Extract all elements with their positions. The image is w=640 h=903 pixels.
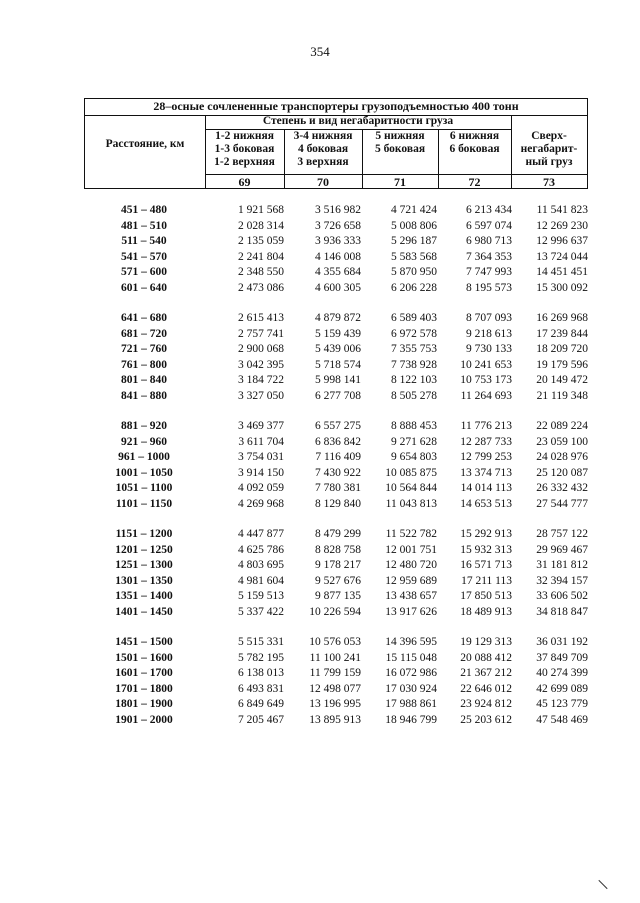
cell-value: 7 430 922 <box>315 466 361 479</box>
distance-range: 571 – 600 <box>121 266 167 278</box>
cell-value: 6 138 013 <box>238 667 284 679</box>
distance-range: 1501 – 1600 <box>115 651 173 664</box>
cell-value: 20 088 412 <box>460 651 512 664</box>
column-code: 72 <box>468 175 481 189</box>
table-row <box>84 282 588 298</box>
cell-value: 5 583 568 <box>391 250 437 263</box>
row-group <box>84 420 588 513</box>
cell-value: 1 921 568 <box>238 204 284 216</box>
cell-value: 4 269 968 <box>238 497 284 510</box>
cell-value: 3 726 658 <box>315 219 361 232</box>
cell-value: 15 932 313 <box>460 543 512 556</box>
cell-value: 23 059 100 <box>536 435 588 448</box>
table-row <box>84 559 588 575</box>
table-row <box>84 312 588 328</box>
cell-value: 6 277 708 <box>315 389 361 402</box>
cell-value: 4 803 695 <box>238 559 284 571</box>
distance-range: 1601 – 1700 <box>115 667 173 679</box>
cell-value: 9 730 133 <box>466 343 512 355</box>
distance-range: 1401 – 1450 <box>115 605 173 618</box>
cell-value: 11 264 693 <box>460 389 512 402</box>
cell-value: 17 988 861 <box>385 698 437 710</box>
cell-value: 13 895 913 <box>309 713 361 726</box>
distance-range: 1251 – 1300 <box>115 559 173 571</box>
cell-value: 8 828 758 <box>315 543 361 556</box>
cell-value: 21 367 212 <box>460 667 512 679</box>
table-row <box>84 467 588 483</box>
distance-range: 1901 – 2000 <box>115 713 173 726</box>
column-code: 69 <box>238 175 251 189</box>
distance-range: 1351 – 1400 <box>115 590 173 602</box>
distance-range: 1451 – 1500 <box>115 636 173 648</box>
group-header: Степень и вид негабаритности груза <box>262 115 454 127</box>
table-row <box>84 328 588 344</box>
cell-value: 29 969 467 <box>536 543 588 556</box>
cell-value: 4 879 872 <box>315 312 361 324</box>
cell-value: 5 008 806 <box>391 219 437 232</box>
cell-value: 7 364 353 <box>466 250 512 263</box>
cell-value: 26 332 432 <box>536 482 588 494</box>
cell-value: 25 120 087 <box>536 466 588 479</box>
cell-value: 11 100 241 <box>309 651 361 664</box>
cell-value: 2 615 413 <box>238 312 284 324</box>
cell-value: 32 394 157 <box>536 574 588 587</box>
page-number: 354 <box>310 44 330 59</box>
cell-value: 4 447 877 <box>238 528 284 540</box>
cell-value: 8 888 453 <box>391 420 437 432</box>
column-header-69: 1-2 нижняя 1-3 боковая 1-2 верхняя <box>214 130 275 168</box>
cell-value: 2 757 741 <box>238 327 284 340</box>
cell-value: 6 557 275 <box>315 420 361 432</box>
cell-value: 3 184 722 <box>238 374 284 386</box>
cell-value: 17 030 924 <box>385 682 437 695</box>
cell-value: 10 241 653 <box>460 358 512 371</box>
cell-value: 7 116 409 <box>315 451 361 463</box>
cell-value: 10 564 844 <box>385 482 437 494</box>
cell-value: 5 296 187 <box>391 235 437 247</box>
cell-value: 33 606 502 <box>536 590 588 602</box>
cell-value: 14 014 113 <box>460 482 512 494</box>
cell-value: 7 355 753 <box>391 343 437 355</box>
table-row <box>84 204 588 220</box>
cell-value: 6 493 831 <box>238 682 284 695</box>
distance-range: 481 – 510 <box>121 219 167 232</box>
cell-value: 5 998 141 <box>315 374 361 386</box>
table-row <box>84 498 588 514</box>
cell-value: 16 072 986 <box>385 667 437 679</box>
distance-range: 541 – 570 <box>121 250 167 263</box>
table-header <box>84 98 588 189</box>
cell-value: 3 611 704 <box>238 435 284 448</box>
cell-value: 11 541 823 <box>536 204 588 216</box>
cell-value: 36 031 192 <box>536 636 588 648</box>
table-row <box>84 220 588 236</box>
cell-value: 34 818 847 <box>536 605 588 618</box>
cell-value: 4 092 059 <box>238 482 284 494</box>
table-row <box>84 420 588 436</box>
cell-value: 17 211 113 <box>461 574 512 587</box>
table-row <box>84 652 588 668</box>
cell-value: 7 780 381 <box>315 482 361 494</box>
table-row <box>84 528 588 544</box>
distance-range: 761 – 800 <box>121 358 167 371</box>
cell-value: 8 505 278 <box>391 389 437 402</box>
cell-value: 15 300 092 <box>536 281 588 294</box>
distance-range: 1201 – 1250 <box>115 543 173 556</box>
cell-value: 5 159 513 <box>238 590 284 602</box>
cell-value: 7 738 928 <box>391 358 437 371</box>
cell-value: 19 129 313 <box>460 636 512 648</box>
row-group <box>84 528 588 621</box>
cell-value: 3 042 395 <box>238 358 284 371</box>
cell-value: 18 489 913 <box>460 605 512 618</box>
table-body <box>84 204 588 744</box>
cell-value: 8 122 103 <box>391 374 437 386</box>
distance-range: 801 – 840 <box>121 374 167 386</box>
cell-value: 15 115 048 <box>385 651 437 664</box>
cell-value: 22 089 224 <box>536 420 588 432</box>
cell-value: 22 646 012 <box>460 682 512 695</box>
cell-value: 8 479 299 <box>315 528 361 540</box>
table-row <box>84 374 588 390</box>
cell-value: 12 996 637 <box>536 235 588 247</box>
cell-value: 9 654 803 <box>391 451 437 463</box>
cell-value: 14 396 595 <box>385 636 437 648</box>
cell-value: 27 544 777 <box>536 497 588 510</box>
cell-value: 9 178 217 <box>315 559 361 571</box>
cell-value: 37 849 709 <box>536 651 588 664</box>
table-row <box>84 636 588 652</box>
cell-value: 12 287 733 <box>460 435 512 448</box>
distance-range: 1101 – 1150 <box>115 497 173 510</box>
distance-range: 1701 – 1800 <box>115 682 173 695</box>
cell-value: 2 135 059 <box>238 235 284 247</box>
cell-value: 7 205 467 <box>238 713 284 726</box>
cell-value: 9 218 613 <box>466 327 512 340</box>
cell-value: 12 001 751 <box>385 543 437 556</box>
cell-value: 4 600 305 <box>315 281 361 294</box>
cell-value: 45 123 779 <box>536 698 588 710</box>
cell-value: 6 213 434 <box>466 204 512 216</box>
cell-value: 6 836 842 <box>315 435 361 448</box>
table-row <box>84 343 588 359</box>
distance-range: 881 – 920 <box>121 420 167 432</box>
row-group <box>84 312 588 405</box>
cell-value: 10 085 875 <box>385 466 437 479</box>
cell-value: 7 747 993 <box>466 266 512 278</box>
cell-value: 6 849 649 <box>238 698 284 710</box>
cell-value: 16 571 713 <box>460 559 512 571</box>
cell-value: 3 914 150 <box>238 466 284 479</box>
table-row <box>84 683 588 699</box>
table-row <box>84 590 588 606</box>
table-row <box>84 482 588 498</box>
table-row <box>84 606 588 622</box>
cell-value: 5 718 574 <box>315 358 361 371</box>
cell-value: 19 179 596 <box>536 358 588 371</box>
column-code: 70 <box>317 175 329 189</box>
cell-value: 11 043 813 <box>385 497 437 510</box>
cell-value: 9 271 628 <box>391 435 437 448</box>
cell-value: 28 757 122 <box>536 528 588 540</box>
distance-range: 1151 – 1200 <box>115 528 173 540</box>
cell-value: 5 439 006 <box>315 343 361 355</box>
cell-value: 47 548 469 <box>536 713 588 726</box>
table-row <box>84 667 588 683</box>
column-header-70: 3-4 нижняя 4 боковая 3 верхняя <box>293 130 353 168</box>
row-group <box>84 636 588 729</box>
column-code: 73 <box>543 175 555 189</box>
cell-value: 11 522 782 <box>385 528 437 540</box>
cell-value: 5 870 950 <box>391 266 437 278</box>
cell-value: 18 946 799 <box>385 713 437 726</box>
table-row <box>84 390 588 406</box>
cell-value: 25 203 612 <box>460 713 512 726</box>
cell-value: 31 181 812 <box>536 559 588 571</box>
cell-value: 40 274 399 <box>536 667 588 679</box>
cell-value: 23 924 812 <box>460 698 512 710</box>
cell-value: 42 699 089 <box>536 682 588 695</box>
cell-value: 5 159 439 <box>315 327 361 340</box>
cell-value: 2 348 550 <box>238 266 284 278</box>
cell-value: 3 754 031 <box>238 451 284 463</box>
table-row <box>84 266 588 282</box>
table-row <box>84 359 588 375</box>
cell-value: 8 707 093 <box>466 312 512 324</box>
cell-value: 4 625 786 <box>238 543 284 556</box>
column-code: 71 <box>394 175 406 189</box>
cell-value: 15 292 913 <box>460 528 512 540</box>
cell-value: 12 498 077 <box>309 682 361 695</box>
cell-value: 3 469 377 <box>238 420 284 432</box>
cell-value: 6 980 713 <box>466 235 512 247</box>
table-row <box>84 451 588 467</box>
cell-value: 6 972 578 <box>391 327 437 340</box>
distance-range: 721 – 760 <box>121 343 167 355</box>
cell-value: 24 028 976 <box>536 451 588 463</box>
column-header-71: 5 нижняя 5 боковая <box>374 130 426 155</box>
cell-value: 4 146 008 <box>315 250 361 263</box>
distance-range: 961 – 1000 <box>118 451 170 463</box>
cell-value: 2 473 086 <box>238 281 284 294</box>
cell-value: 14 653 513 <box>460 497 512 510</box>
cell-value: 13 196 995 <box>309 698 361 710</box>
cell-value: 18 209 720 <box>536 343 588 355</box>
distance-range: 641 – 680 <box>121 312 167 324</box>
column-header-73: Сверх- негабарит- ный груз <box>520 130 578 168</box>
cell-value: 17 239 844 <box>536 327 588 340</box>
cell-value: 13 724 044 <box>536 250 588 263</box>
cell-value: 2 241 804 <box>238 250 284 263</box>
cell-value: 2 900 068 <box>238 343 284 355</box>
cell-value: 20 149 472 <box>536 374 588 386</box>
corner-mark <box>598 880 607 889</box>
distance-header: Расстояние, км <box>105 138 185 150</box>
table-row <box>84 235 588 251</box>
table-title: 28–осные сочлененные транспортеры грузоподъемностью 400 тонн <box>85 99 587 116</box>
cell-value: 2 028 314 <box>238 219 284 232</box>
cell-value: 12 269 230 <box>536 219 588 232</box>
cell-value: 5 782 195 <box>238 651 284 664</box>
column-header-72: 6 нижняя 6 боковая <box>449 130 500 155</box>
cell-value: 6 206 228 <box>391 281 437 294</box>
table-row <box>84 698 588 714</box>
cell-value: 12 480 720 <box>385 559 437 571</box>
cell-value: 16 269 968 <box>536 312 588 324</box>
cell-value: 10 226 594 <box>309 605 361 618</box>
distance-range: 1801 – 1900 <box>115 698 173 710</box>
cell-value: 10 576 053 <box>309 636 361 648</box>
table-row <box>84 714 588 730</box>
cell-value: 6 589 403 <box>391 312 437 324</box>
cell-value: 4 981 604 <box>238 574 284 587</box>
cell-value: 8 195 573 <box>466 281 512 294</box>
cell-value: 17 850 513 <box>460 590 512 602</box>
distance-range: 681 – 720 <box>121 327 167 340</box>
cell-value: 3 516 982 <box>315 204 361 216</box>
distance-range: 1001 – 1050 <box>115 466 173 479</box>
cell-value: 10 753 173 <box>460 374 512 386</box>
cell-value: 8 129 840 <box>315 497 361 510</box>
cell-value: 13 374 713 <box>460 466 512 479</box>
cell-value: 13 438 657 <box>385 590 437 602</box>
row-group <box>84 204 588 297</box>
table-row <box>84 575 588 591</box>
cell-value: 12 799 253 <box>460 451 512 463</box>
cell-value: 3 327 050 <box>238 389 284 402</box>
table-row <box>84 251 588 267</box>
cell-value: 3 936 333 <box>315 235 361 247</box>
cell-value: 4 355 684 <box>315 266 361 278</box>
cell-value: 13 917 626 <box>385 605 437 618</box>
cell-value: 9 877 135 <box>315 590 361 602</box>
distance-range: 1051 – 1100 <box>115 482 173 494</box>
distance-range: 921 – 960 <box>121 435 167 448</box>
cell-value: 11 776 213 <box>460 420 512 432</box>
cell-value: 6 597 074 <box>466 219 512 232</box>
cell-value: 5 337 422 <box>238 605 284 618</box>
cell-value: 5 515 331 <box>238 636 284 648</box>
cell-value: 11 799 159 <box>309 667 361 679</box>
distance-range: 1301 – 1350 <box>115 574 173 587</box>
table-row <box>84 544 588 560</box>
table-row <box>84 436 588 452</box>
distance-range: 601 – 640 <box>121 281 167 294</box>
distance-range: 511 – 540 <box>121 235 167 247</box>
cell-value: 12 959 689 <box>385 574 437 587</box>
cell-value: 4 721 424 <box>391 204 437 216</box>
cell-value: 21 119 348 <box>536 389 588 402</box>
distance-range: 451 – 480 <box>121 204 167 216</box>
cell-value: 9 527 676 <box>315 574 361 587</box>
cell-value: 14 451 451 <box>536 266 588 278</box>
distance-range: 841 – 880 <box>121 389 167 402</box>
